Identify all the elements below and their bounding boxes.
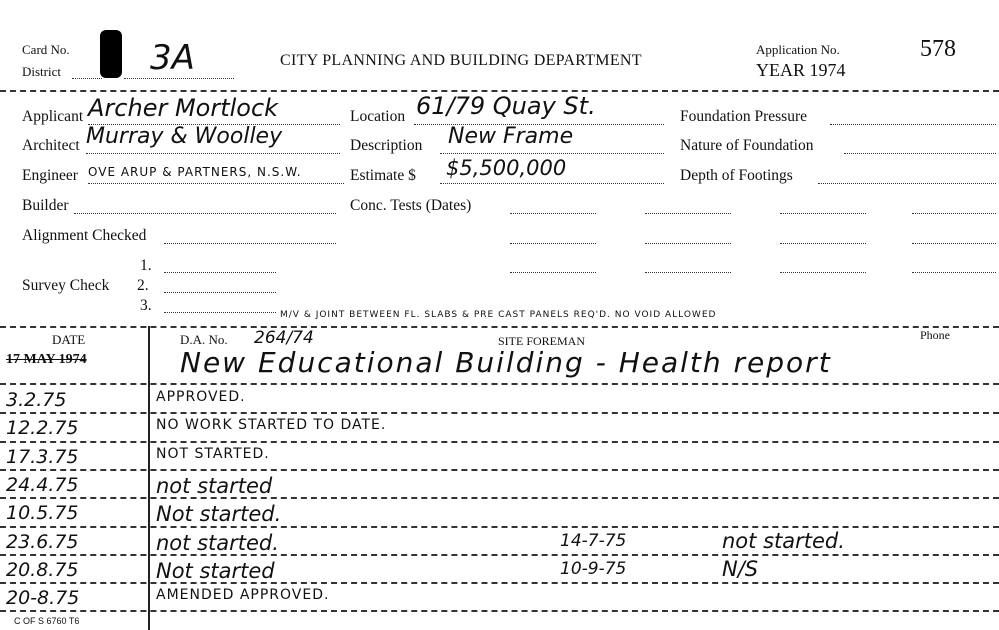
log-row-divider <box>0 469 999 471</box>
department-title: CITY PLANNING AND BUILDING DEPARTMENT <box>280 52 642 69</box>
details-note: M/V & JOINT BETWEEN FL. SLABS & PRE CAST PANELS REQ'D. NO VOID ALLOWED <box>280 310 717 320</box>
log-date-2: 10-9-75 <box>560 558 627 579</box>
log-text-2: N/S <box>722 556 759 581</box>
nature-foundation-label: Nature of Foundation <box>680 137 814 154</box>
description-value: New Frame <box>448 124 574 149</box>
log-date: 17.3.75 <box>6 445 79 468</box>
card-no-value: 3A <box>150 38 195 78</box>
redaction-mark <box>100 30 122 78</box>
log-text: NOT STARTED. <box>156 445 270 462</box>
log-date: 12.2.75 <box>6 417 79 440</box>
log-date: 10.5.75 <box>6 502 79 525</box>
log-date: 20-8.75 <box>6 587 80 610</box>
year-label: YEAR 1974 <box>756 60 846 80</box>
district-label: District <box>22 64 61 79</box>
survey-1: 1. <box>140 257 152 274</box>
log-text-2: not started. <box>722 528 845 553</box>
log-text: not started <box>156 473 273 498</box>
log-date: 24.4.75 <box>6 473 79 496</box>
application-no-label: Application No. <box>756 42 840 57</box>
builder-label: Builder <box>22 197 69 214</box>
engineer-label: Engineer <box>22 167 78 184</box>
log-row-divider <box>0 554 999 556</box>
foundation-pressure-label: Foundation Pressure <box>680 108 808 125</box>
applicant-label: Applicant <box>22 108 84 125</box>
log-text: NO WORK STARTED TO DATE. <box>156 417 387 434</box>
date-label: DATE <box>52 332 86 347</box>
survey-label: Survey Check <box>22 277 110 294</box>
first-date: 17 MAY 1974 <box>6 352 87 367</box>
alignment-label: Alignment Checked <box>22 227 147 244</box>
log-text: not started. <box>156 530 279 555</box>
log-text: Not started <box>156 558 275 583</box>
location-label: Location <box>350 108 406 125</box>
log-date: 23.6.75 <box>6 530 79 553</box>
da-no-value: 264/74 <box>254 328 314 348</box>
log-row-divider <box>0 412 999 414</box>
log-row-divider <box>0 582 999 584</box>
engineer-value: OVE ARUP & PARTNERS, N.S.W. <box>88 165 302 179</box>
application-number: 578 <box>920 36 956 62</box>
description-label: Description <box>350 137 423 154</box>
form-code: C OF S 6760 T6 <box>14 616 80 626</box>
location-value: 61/79 Quay St. <box>416 92 596 120</box>
log-text: AMENDED APPROVED. <box>156 587 330 604</box>
log-date: 3.2.75 <box>6 389 67 411</box>
survey-2: 2. <box>137 277 149 294</box>
estimate-label: Estimate $ <box>350 167 416 184</box>
estimate-value: $5,500,000 <box>446 156 567 180</box>
applicant-value: Archer Mortlock <box>88 94 279 122</box>
site-foreman-label: SITE FOREMAN <box>498 334 586 348</box>
da-no-label: D.A. No. <box>180 332 228 347</box>
card-no-label: Card No. <box>22 42 70 57</box>
log-row-divider <box>0 497 999 499</box>
log-text: Not started. <box>156 502 282 527</box>
log-text: APPROVED. <box>156 389 246 405</box>
survey-3: 3. <box>140 297 152 314</box>
log-row-divider <box>0 610 999 612</box>
architect-label: Architect <box>22 137 80 154</box>
log-row-divider <box>0 441 999 443</box>
phone-label: Phone <box>920 328 950 342</box>
log-date-2: 14-7-75 <box>560 530 627 551</box>
conc-tests-label: Conc. Tests (Dates) <box>350 197 472 214</box>
log-row-divider <box>0 526 999 528</box>
depth-footings-label: Depth of Footings <box>680 167 793 184</box>
first-entry: New Educational Building - Health report <box>180 346 832 379</box>
date-column-divider <box>148 326 150 630</box>
log-date: 20.8.75 <box>6 558 79 581</box>
architect-value: Murray & Woolley <box>86 124 283 149</box>
